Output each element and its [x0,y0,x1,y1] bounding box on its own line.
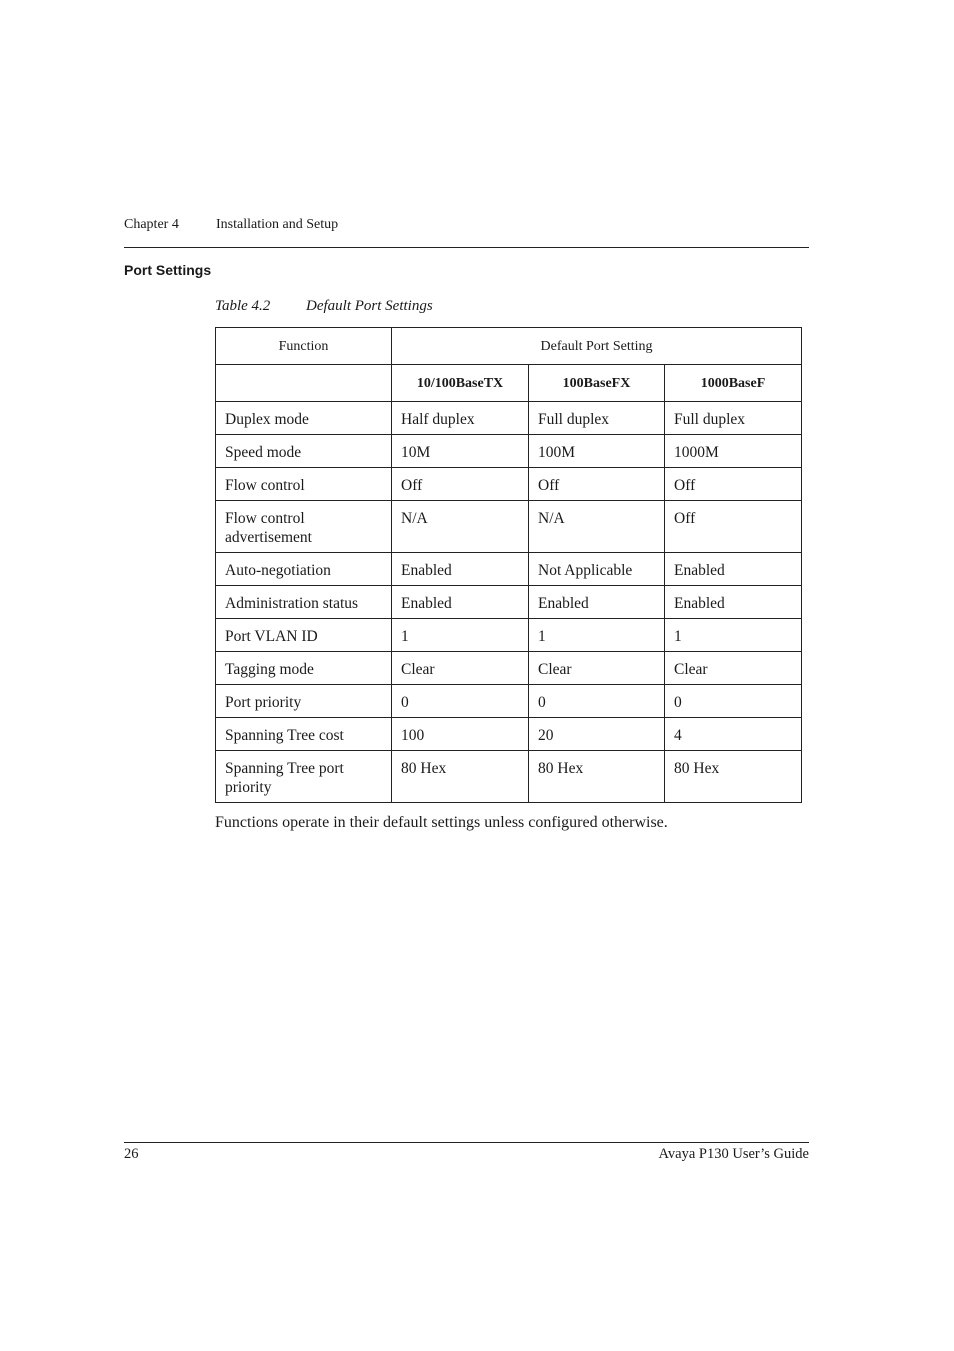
table-row [216,435,802,468]
value-cell: 4 [665,718,802,751]
function-cell: Duplex mode [216,402,392,435]
function-cell: Spanning Tree port priority [216,751,392,803]
value-cell: 0 [392,685,529,718]
column-header-100basefx: 100BaseFX [529,365,665,402]
value-cell: 1 [529,619,665,652]
table-caption [215,296,433,316]
value-cell: Not Applicable [529,553,665,586]
function-cell: Port priority [216,685,392,718]
table-row [216,402,802,435]
table-row [216,751,802,803]
value-cell: 1 [665,619,802,652]
table-caption-number: Table 4.2 [215,298,271,314]
table-row [216,718,802,751]
function-column-header: Function [216,328,392,365]
column-header-10-100basetx: 10/100BaseTX [392,365,529,402]
value-cell: Enabled [529,586,665,619]
table-row [216,619,802,652]
value-cell: Enabled [392,586,529,619]
value-cell: Half duplex [392,402,529,435]
table-row [216,586,802,619]
function-cell: Administration status [216,586,392,619]
value-cell: 100M [529,435,665,468]
value-cell: N/A [392,501,529,553]
book-title: Avaya P130 User’s Guide [658,1146,809,1162]
value-cell: 1000M [665,435,802,468]
value-cell: Clear [529,652,665,685]
function-cell: Speed mode [216,435,392,468]
page-footer [124,1144,809,1164]
value-cell: Off [529,468,665,501]
table-header-row [216,328,802,365]
value-cell: 0 [529,685,665,718]
table-subheader-row [216,365,802,402]
header-rule [124,247,809,248]
table-row [216,652,802,685]
column-header-1000basef: 1000BaseF [665,365,802,402]
value-cell: Clear [665,652,802,685]
value-cell: Off [665,501,802,553]
chapter-number: Chapter 4 [124,217,179,232]
page-number: 26 [124,1146,139,1162]
value-cell: Enabled [665,586,802,619]
value-cell: Enabled [665,553,802,586]
value-cell: 20 [529,718,665,751]
table-row [216,553,802,586]
value-cell: 80 Hex [529,751,665,803]
table-caption-title: Default Port Settings [306,298,433,314]
function-cell: Flow control [216,468,392,501]
value-cell: Off [665,468,802,501]
value-cell: 1 [392,619,529,652]
empty-header-cell [216,365,392,402]
default-port-settings-table [215,327,802,803]
table-row [216,685,802,718]
chapter-title: Installation and Setup [216,217,339,232]
value-cell: Clear [392,652,529,685]
function-cell: Auto-negotiation [216,553,392,586]
value-cell: Enabled [392,553,529,586]
section-title: Port Settings [124,262,212,278]
function-cell: Port VLAN ID [216,619,392,652]
value-cell: Full duplex [529,402,665,435]
value-cell: 0 [665,685,802,718]
function-cell: Tagging mode [216,652,392,685]
footer-rule [124,1142,809,1143]
default-port-setting-header: Default Port Setting [392,328,802,365]
value-cell: 80 Hex [392,751,529,803]
table-row [216,501,802,553]
running-header [124,216,809,234]
function-cell: Flow control advertisement [216,501,392,553]
value-cell: 80 Hex [665,751,802,803]
value-cell: N/A [529,501,665,553]
value-cell: Off [392,468,529,501]
value-cell: 100 [392,718,529,751]
closing-paragraph: Functions operate in their default settings unless configured otherwise. [215,814,668,831]
table-row [216,468,802,501]
value-cell: 10M [392,435,529,468]
value-cell: Full duplex [665,402,802,435]
function-cell: Spanning Tree cost [216,718,392,751]
